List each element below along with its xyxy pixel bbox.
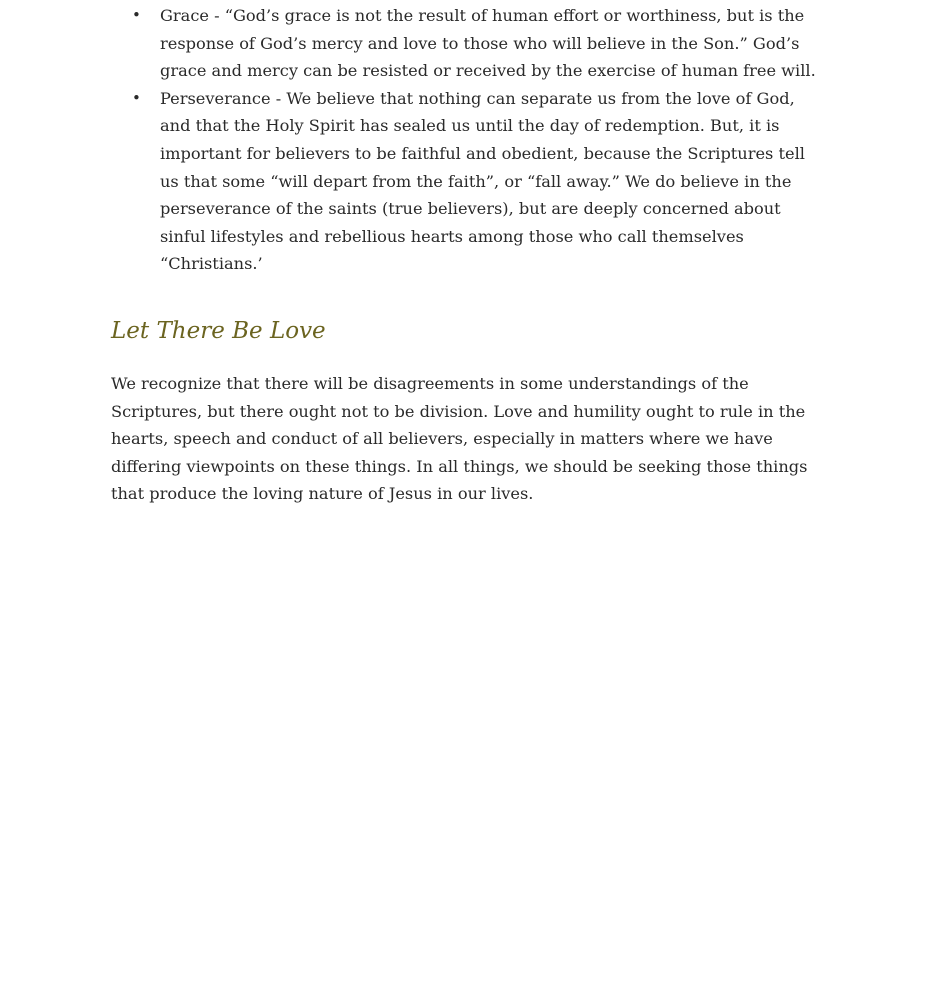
- list-item-text: Grace - “God’s grace is not the result of human effort or worthiness, but is the response of God’s mercy and love to those who will believe in the Son.” God’s grace and mercy can be resisted or received by the exercise of human free will.: [160, 6, 816, 81]
- beliefs-list: [111, 2, 823, 278]
- document-page: [111, 2, 823, 508]
- section-paragraph: We recognize that there will be disagreements in some understandings of the Scriptures, but there ought not to be division. Love and humility ought to rule in the hearts, speech and conduct of all believers, especially in matters where we have differing viewpoints on these things. In all things, we should be seeking those things that produce the loving nature of Jesus in our lives.: [111, 373, 808, 504]
- bullet-icon: •: [132, 88, 141, 107]
- list-item-text: Perseverance - We believe that nothing can separate us from the love of God, and that the Holy Spirit has sealed us until the day of redemption. But, it is important for believers to be faithful and obedient, because the Scriptures tell us that some “will depart from the faith”, or “fall away.” We do believe in the perseverance of the saints (true believers), but are deeply concerned about sinful lifestyles and rebellious hearts among those who call themselves “Christians.’: [160, 88, 805, 274]
- list-item-grace: [132, 2, 823, 85]
- section-heading: Let There Be Love: [111, 317, 326, 344]
- bullet-icon: •: [132, 6, 141, 24]
- list-item-perseverance: [132, 85, 823, 278]
